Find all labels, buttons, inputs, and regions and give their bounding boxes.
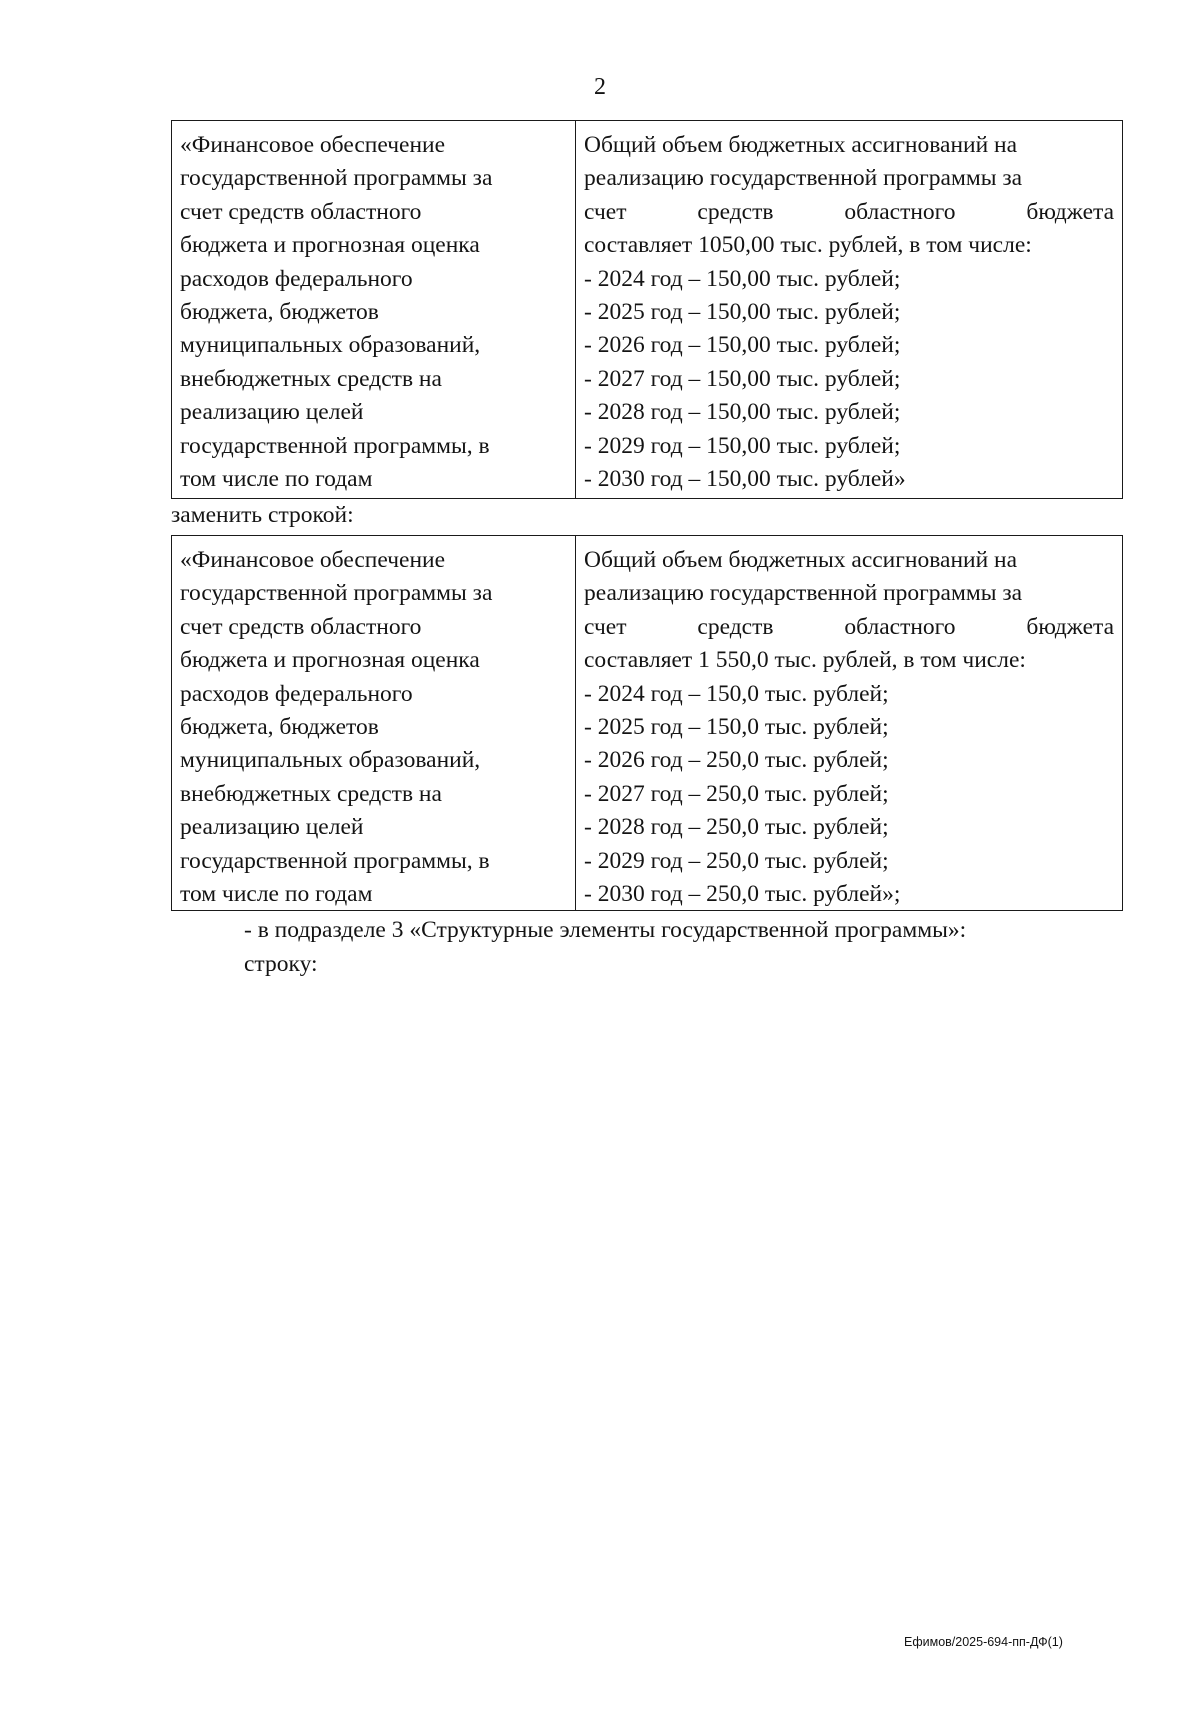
new-row-label-cell	[172, 536, 576, 911]
new-row-value-cell	[576, 536, 1124, 911]
new-left-line: внебюджетных средств на	[180, 780, 442, 807]
new-intro-line: реализацию государственной программы за	[584, 580, 1023, 607]
old-left-line: счет средств областного	[180, 198, 422, 225]
new-left-line: бюджета и прогнозная оценка	[180, 647, 480, 674]
new-left-line: реализацию целей	[180, 814, 364, 841]
old-intro-line: счет средств областного бюджета	[584, 198, 1114, 225]
old-year-line: - 2025 год – 150,00 тыс. рублей;	[584, 299, 901, 326]
old-left-line: государственной программы, в	[180, 432, 490, 459]
old-left-line: том числе по годам	[180, 466, 373, 493]
new-left-line: государственной программы за	[180, 580, 493, 607]
page-number: 2	[594, 74, 606, 100]
old-left-line: расходов федерального	[180, 265, 413, 292]
old-year-line: - 2024 год – 150,00 тыс. рублей;	[584, 265, 901, 292]
new-year-line: - 2026 год – 250,0 тыс. рублей;	[584, 747, 889, 774]
old-left-line: муниципальных образований,	[180, 332, 481, 359]
old-left-line: реализацию целей	[180, 399, 364, 426]
old-year-line: - 2030 год – 150,00 тыс. рублей»	[584, 466, 906, 493]
new-left-line: расходов федерального	[180, 680, 413, 707]
document-code: Ефимов/2025-694-пп-ДФ(1)	[904, 1635, 1063, 1649]
new-year-line: - 2028 год – 250,0 тыс. рублей;	[584, 814, 889, 841]
old-row-value-cell	[576, 121, 1124, 498]
new-left-line: счет средств областного	[180, 613, 422, 640]
new-left-line: муниципальных образований,	[180, 747, 481, 774]
old-intro-line: Общий объем бюджетных ассигнований на	[584, 132, 1018, 158]
old-left-line: «Финансовое обеспечение	[180, 132, 446, 158]
old-budget-row-table	[171, 120, 1123, 499]
subsection-note-line: строку:	[244, 950, 318, 977]
new-intro-line: счет средств областного бюджета	[584, 613, 1114, 640]
subsection-note	[244, 914, 966, 981]
new-intro-line: Общий объем бюджетных ассигнований на	[584, 547, 1018, 573]
old-intro-line: реализацию государственной программы за	[584, 165, 1023, 192]
old-left-line: государственной программы за	[180, 165, 493, 192]
old-year-line: - 2028 год – 150,00 тыс. рублей;	[584, 399, 901, 426]
new-budget-row-table	[171, 535, 1123, 911]
new-left-line: «Финансовое обеспечение	[180, 547, 446, 573]
subsection-note-line: - в подразделе 3 «Структурные элементы государственной программы»:	[244, 917, 967, 943]
new-year-line: - 2024 год – 150,0 тыс. рублей;	[584, 680, 889, 707]
new-left-line: бюджета, бюджетов	[180, 714, 379, 741]
old-left-line: бюджета и прогнозная оценка	[180, 232, 480, 259]
new-year-line: - 2029 год – 250,0 тыс. рублей;	[584, 847, 889, 874]
old-row-label-cell	[172, 121, 576, 498]
old-year-line: - 2029 год – 150,00 тыс. рублей;	[584, 432, 901, 459]
new-left-line: государственной программы, в	[180, 847, 490, 874]
old-intro-line: составляет 1050,00 тыс. рублей, в том числе:	[584, 232, 1032, 259]
new-year-line: - 2030 год – 250,0 тыс. рублей»;	[584, 881, 901, 908]
new-left-line: том числе по годам	[180, 881, 373, 908]
old-year-line: - 2027 год – 150,00 тыс. рублей;	[584, 365, 901, 392]
replace-instruction: заменить строкой:	[171, 502, 354, 528]
old-left-line: внебюджетных средств на	[180, 365, 442, 392]
old-left-line: бюджета, бюджетов	[180, 299, 379, 326]
new-intro-line: составляет 1 550,0 тыс. рублей, в том числе:	[584, 647, 1026, 674]
new-year-line: - 2027 год – 250,0 тыс. рублей;	[584, 780, 889, 807]
old-year-line: - 2026 год – 150,00 тыс. рублей;	[584, 332, 901, 359]
new-year-line: - 2025 год – 150,0 тыс. рублей;	[584, 714, 889, 741]
